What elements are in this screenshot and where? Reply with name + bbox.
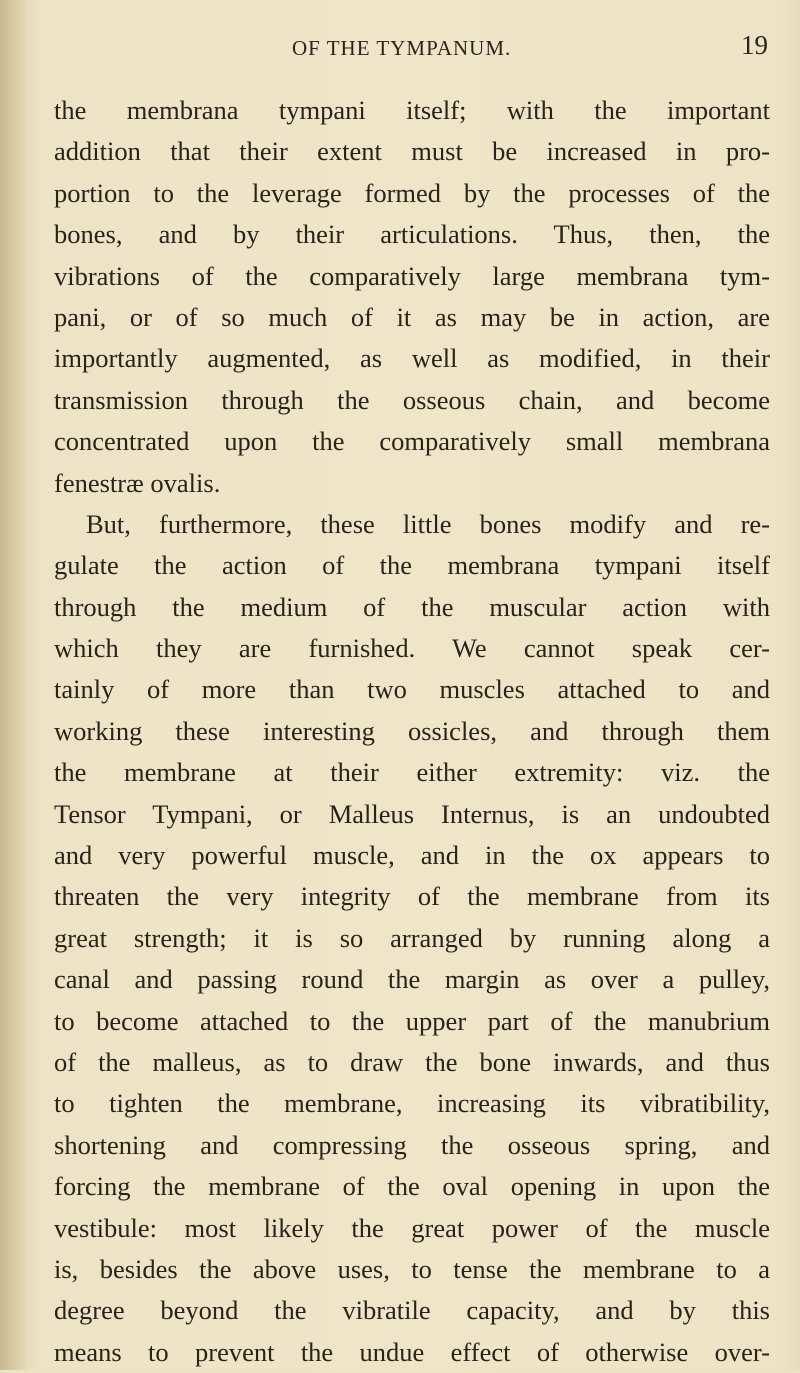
text-line: and very powerful muscle, and in the ox appears to xyxy=(54,840,770,871)
text-line: canal and passing round the margin as over a pulley, xyxy=(54,964,770,995)
text-line: addition that their extent must be increased in pro- xyxy=(54,136,770,167)
text-line: the membrane at their either extremity: viz. the xyxy=(54,757,770,788)
running-title: OF THE TYMPANUM. xyxy=(292,36,512,60)
page-header xyxy=(0,30,800,70)
text-line: fenestræ ovalis. xyxy=(54,467,221,498)
text-line: gulate the action of the membrana tympani itself xyxy=(54,550,770,581)
text-line: to become attached to the upper part of the manubrium xyxy=(54,1005,770,1036)
page-gutter xyxy=(0,0,28,1370)
text-line: to tighten the membrane, increasing its vibratibility, xyxy=(54,1088,770,1119)
text-line: vestibule: most likely the great power of the muscle xyxy=(54,1212,770,1243)
text-line: pani, or of so much of it as may be in action, are xyxy=(54,301,770,332)
text-line: portion to the leverage formed by the processes of the xyxy=(54,177,770,208)
body-text xyxy=(54,90,770,1373)
text-line: degree beyond the vibratile capacity, and by this xyxy=(54,1295,770,1326)
text-line: threaten the very integrity of the membrane from its xyxy=(54,881,770,912)
text-line: forcing the membrane of the oval opening in upon the xyxy=(54,1171,770,1202)
text-line: tainly of more than two muscles attached to and xyxy=(54,674,770,705)
text-line: the membrana tympani itself; with the important xyxy=(54,95,770,125)
text-line: vibrations of the comparatively large membrana tym- xyxy=(54,260,770,291)
text-line: But, furthermore, these little bones modify and re- xyxy=(86,508,770,539)
text-line: through the medium of the muscular action with xyxy=(54,591,770,622)
text-line: which they are furnished. We cannot speak cer- xyxy=(54,633,770,664)
page-number: 19 xyxy=(741,30,768,60)
text-line: great strength; it is so arranged by running along a xyxy=(54,922,770,953)
text-line: shortening and compressing the osseous spring, and xyxy=(54,1129,770,1160)
text-line: bones, and by their articulations. Thus, then, the xyxy=(54,219,770,250)
text-line: of the malleus, as to draw the bone inwards, and thus xyxy=(54,1046,770,1077)
text-line: importantly augmented, as well as modified, in their xyxy=(54,343,770,374)
text-line: means to prevent the undue effect of otherwise over- xyxy=(54,1336,770,1367)
text-line: concentrated upon the comparatively small membrana xyxy=(54,426,770,457)
text-line: working these interesting ossicles, and through them xyxy=(54,715,770,746)
text-line: transmission through the osseous chain, and become xyxy=(54,384,770,415)
text-line: Tensor Tympani, or Malleus Internus, is an undoubted xyxy=(54,798,770,829)
text-line: is, besides the above uses, to tense the membrane to a xyxy=(54,1253,770,1284)
